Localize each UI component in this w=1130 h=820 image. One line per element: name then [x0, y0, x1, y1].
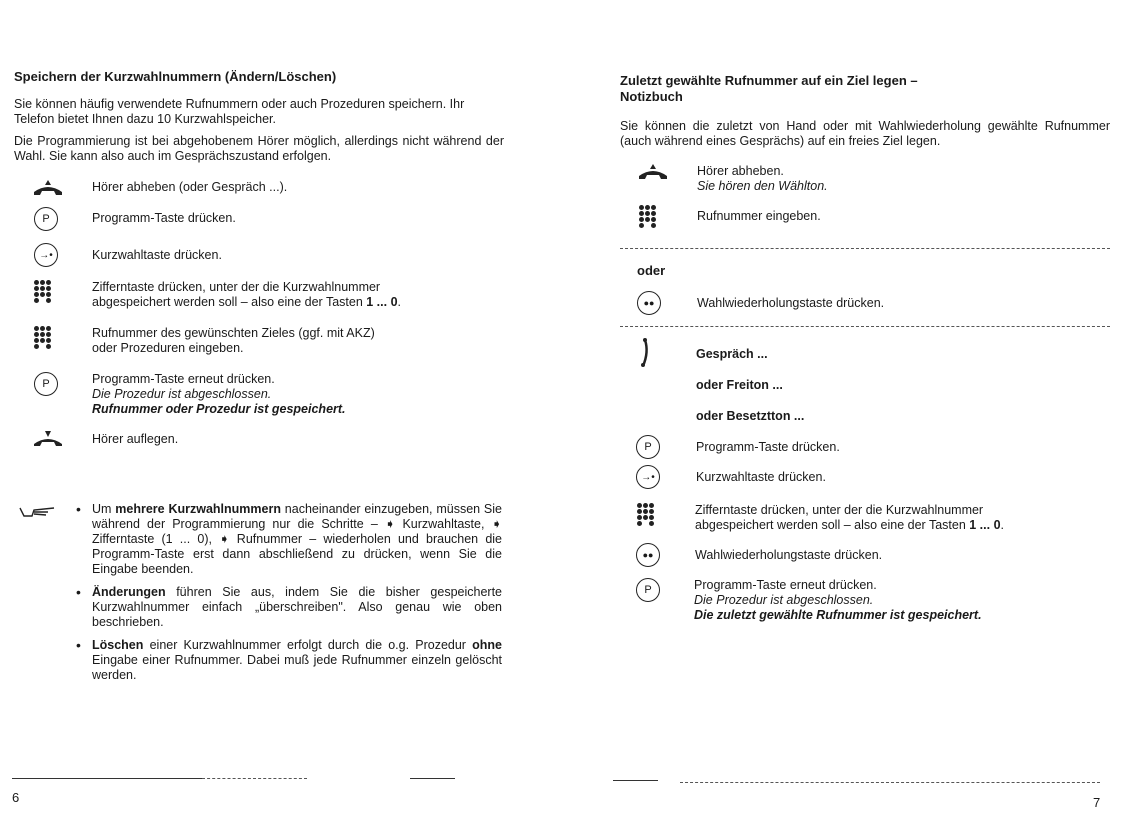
- step-text: Hörer auflegen.: [92, 432, 179, 446]
- footer-rule: [613, 780, 658, 781]
- step-speed-dial-key: [636, 465, 826, 489]
- step-text-continued: oder Prozeduren eingeben.: [92, 341, 244, 355]
- program-key-icon: P: [34, 372, 58, 396]
- step-program-key: [34, 207, 236, 231]
- step-text: Programm-Taste drücken.: [696, 440, 840, 454]
- keypad-icon: [34, 280, 51, 303]
- period: .: [1000, 518, 1005, 532]
- separator-dashed: [620, 248, 1110, 249]
- step-text-continued: abgespeichert werden soll – also eine der Tasten: [695, 518, 970, 532]
- intro-paragraph: Sie können die zuletzt von Hand oder mit Wahlwiederholung gewählte Rufnummer (auch während eines Gesprächs) auf ein freies Ziel legen.: [620, 119, 1110, 148]
- status-conversation: Gespräch ...: [696, 347, 768, 361]
- period: .: [397, 295, 402, 309]
- step-text: Hörer abheben (oder Gespräch ...).: [92, 180, 288, 194]
- step-subtext: Die Prozedur ist abgeschlossen.: [92, 387, 272, 401]
- intro-paragraph-1: Sie können häufig verwendete Rufnummern oder auch Prozeduren speichern. Ihr Telefon bietet Ihnen dazu 10 Kurzwahlspeicher.: [14, 97, 465, 126]
- intro-paragraph-2: Die Programmierung ist bei abgehobenem Hörer möglich, allerdings nicht während der Wahl. Sie kann also auch im Gesprächszustand erfolgen.: [14, 134, 504, 163]
- step-text: Wahlwiederholungstaste drücken.: [695, 548, 883, 562]
- keypad-icon: [637, 503, 654, 526]
- step-redial-key: [636, 543, 882, 567]
- step-program-key-again: [636, 578, 982, 623]
- redial-key-icon: ●●: [636, 543, 660, 567]
- step-text: Kurzwahltaste drücken.: [696, 470, 826, 484]
- step-text: Zifferntaste drücken, unter der die Kurzwahlnummer: [695, 503, 984, 517]
- status-ringing: oder Freiton ...: [696, 378, 783, 392]
- key-range: 1 ... 0: [366, 295, 398, 309]
- speed-dial-key-icon: →•: [34, 243, 58, 267]
- redial-key-icon: ●●: [637, 291, 661, 315]
- step-text: Kurzwahltaste drücken.: [92, 248, 222, 262]
- program-key-icon: P: [34, 207, 58, 231]
- phone-status-icon: [637, 338, 651, 371]
- step-text: Rufnummer des gewünschten Zieles (ggf. mit AKZ): [92, 326, 375, 340]
- step-text: Wahlwiederholungstaste drücken.: [697, 296, 885, 310]
- step-lift-handset: [637, 164, 828, 194]
- page-number: 6: [12, 790, 20, 805]
- step-result: Rufnummer oder Prozedur ist gespeichert.: [92, 402, 346, 416]
- keypad-icon: [34, 326, 51, 349]
- hint-item-changes: • Änderungen führen Sie aus, indem Sie die bisher gespeicherte Kurzwahlnummer einfach „überschreiben". Also genau wie oben beschrieben.: [76, 585, 502, 630]
- hint-list: [76, 502, 502, 691]
- hint-item-multiple: • Um mehrere Kurzwahlnummern nacheinander einzugeben, müssen Sie während der Programmierung nur die Schritte – ➧ Kurzwahltaste, ➧ Zifferntaste (1 ... 0), ➧ Rufnummer – wiederholen und brauchen die Programm-Taste erst dann abschließend zu drücken, wenn Sie die Eingabe beenden.: [76, 502, 502, 577]
- step-program-key: [636, 435, 840, 459]
- right-page: [565, 0, 1130, 820]
- hint-item-delete: • Löschen einer Kurzwahlnummer erfolgt durch die o.g. Prozedur ohne Eingabe einer Rufnummer. Dabei muß jede Rufnummer einzeln gelöscht werden.: [76, 638, 502, 683]
- step-text: Programm-Taste drücken.: [92, 211, 236, 225]
- handset-hangup-icon: [32, 430, 92, 446]
- page-number: 7: [1093, 795, 1101, 810]
- section-heading: Speichern der Kurzwahlnummern (Ändern/Löschen): [14, 69, 337, 84]
- separator-dashed: [620, 326, 1110, 327]
- step-hang-up: [32, 430, 178, 447]
- step-speed-dial-key: [34, 243, 222, 267]
- step-text: Programm-Taste erneut drücken.: [694, 578, 877, 592]
- handset-lift-icon: [637, 164, 697, 180]
- footer-rule-dashed: [202, 778, 307, 779]
- footer-rule: [410, 778, 455, 779]
- step-text: Programm-Taste erneut drücken.: [92, 372, 275, 386]
- footer-rule-dashed: [680, 782, 1100, 783]
- step-digit-key: [637, 503, 1004, 533]
- handset-lift-icon: [32, 180, 92, 196]
- step-text: Hörer abheben.: [697, 164, 784, 178]
- pointing-hand-icon: [18, 502, 58, 525]
- step-program-key-again: [34, 372, 346, 417]
- step-lift-handset: [32, 180, 287, 196]
- step-text: Rufnummer eingeben.: [697, 209, 821, 223]
- program-key-icon: P: [636, 578, 660, 602]
- program-key-icon: P: [636, 435, 660, 459]
- step-enter-number: [639, 205, 821, 228]
- step-subtext: Die Prozedur ist abgeschlossen.: [694, 593, 874, 607]
- speed-dial-key-icon: →•: [636, 465, 660, 489]
- step-redial-key: [637, 291, 884, 315]
- keypad-icon: [639, 205, 656, 228]
- section-heading-line-1: Zuletzt gewählte Rufnummer auf ein Ziel legen –: [620, 73, 918, 88]
- section-heading-line-2: Notizbuch: [620, 89, 683, 104]
- footer-rule: [12, 778, 202, 779]
- step-subtext: Sie hören den Wählton.: [697, 179, 828, 193]
- step-text-continued: abgespeichert werden soll – also eine der Tasten: [92, 295, 367, 309]
- step-result: Die zuletzt gewählte Rufnummer ist gespeichert.: [694, 608, 982, 622]
- key-range: 1 ... 0: [969, 518, 1001, 532]
- step-digit-key: [34, 280, 401, 310]
- step-enter-number: [34, 326, 375, 356]
- step-text: Zifferntaste drücken, unter der die Kurzwahlnummer: [92, 280, 381, 294]
- status-busy: oder Besetztton ...: [696, 409, 805, 423]
- oder-label: oder: [637, 263, 666, 278]
